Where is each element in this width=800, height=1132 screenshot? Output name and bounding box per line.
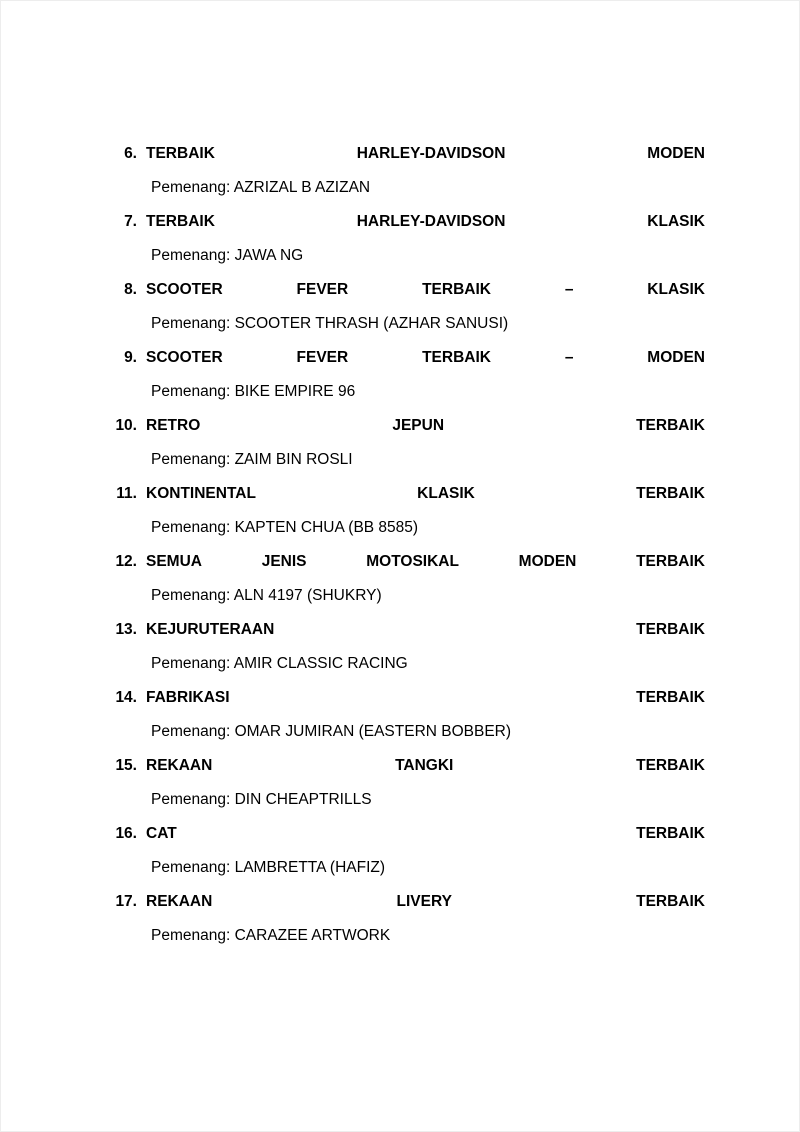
winner-prefix: Pemenang:	[151, 587, 231, 604]
award-title	[146, 613, 705, 647]
winner-name: AMIR CLASSIC RACING	[233, 655, 408, 672]
award-title-word: TERBAIK	[636, 417, 705, 434]
award-heading	[115, 681, 705, 715]
winner-prefix: Pemenang:	[151, 655, 231, 672]
award-title-word: TERBAIK	[636, 825, 705, 842]
item-number: 16.	[115, 825, 137, 842]
award-item	[115, 817, 705, 885]
item-number: 8.	[124, 281, 137, 298]
award-heading	[115, 137, 705, 171]
item-number: 11.	[116, 485, 137, 502]
award-title-word: –	[564, 349, 574, 366]
award-title	[146, 749, 705, 783]
winner-name: KAPTEN CHUA (BB 8585)	[234, 519, 419, 536]
award-title-word: –	[564, 281, 574, 298]
winner-line	[151, 511, 705, 545]
item-number: 14.	[115, 689, 137, 706]
winner-line	[151, 783, 705, 817]
award-title-word: TERBAIK	[636, 689, 705, 706]
award-title-word: REKAAN	[146, 757, 213, 774]
award-title-word: KONTINENTAL	[146, 485, 256, 502]
winner-line	[151, 851, 705, 885]
award-title-word: CAT	[146, 825, 177, 842]
winner-name: SCOOTER THRASH (AZHAR SANUSI)	[234, 315, 509, 332]
award-title-word: SCOOTER	[146, 281, 223, 298]
award-title-word: MODEN	[647, 349, 705, 366]
award-item	[115, 749, 705, 817]
award-title	[146, 545, 705, 579]
award-title-word: TANGKI	[395, 757, 454, 774]
award-heading	[115, 749, 705, 783]
item-number: 15.	[115, 757, 137, 774]
award-title-word: JENIS	[261, 553, 307, 570]
award-title-word: KEJURUTERAAN	[146, 621, 275, 638]
award-title-word: TERBAIK	[146, 213, 215, 230]
award-heading	[115, 205, 705, 239]
winner-prefix: Pemenang:	[151, 383, 231, 400]
winner-line	[151, 715, 705, 749]
award-title-word: LIVERY	[396, 893, 452, 910]
award-title-word: FABRIKASI	[146, 689, 230, 706]
item-number: 7.	[124, 213, 137, 230]
winner-name: BIKE EMPIRE 96	[234, 383, 356, 400]
winner-prefix: Pemenang:	[151, 723, 231, 740]
item-number: 9.	[124, 349, 137, 366]
award-title	[146, 817, 705, 851]
award-title	[146, 205, 705, 239]
award-title-word: SCOOTER	[146, 349, 223, 366]
award-title-word: MOTOSIKAL	[366, 553, 459, 570]
item-number: 17.	[115, 893, 137, 910]
award-title-word: MODEN	[647, 145, 705, 162]
winner-name: ZAIM BIN ROSLI	[234, 451, 353, 468]
winner-name: JAWA NG	[234, 247, 304, 264]
award-title-word: KLASIK	[417, 485, 475, 502]
award-title-word: REKAAN	[146, 893, 213, 910]
award-heading	[115, 817, 705, 851]
award-heading	[115, 273, 705, 307]
winner-name: DIN CHEAPTRILLS	[234, 791, 372, 808]
award-title-word: TERBAIK	[636, 553, 705, 570]
winner-line	[151, 443, 705, 477]
award-title-word: TERBAIK	[636, 621, 705, 638]
award-item	[115, 273, 705, 341]
winner-name: ALN 4197 (SHUKRY)	[233, 587, 382, 604]
award-item	[115, 137, 705, 205]
award-title-word: RETRO	[146, 417, 201, 434]
award-title-word: TERBAIK	[422, 281, 491, 298]
winner-line	[151, 239, 705, 273]
item-number: 10.	[115, 417, 137, 434]
item-number: 6.	[124, 145, 137, 162]
award-item	[115, 545, 705, 613]
award-title-word: SEMUA	[146, 553, 202, 570]
winner-line	[151, 919, 705, 953]
winner-prefix: Pemenang:	[151, 451, 231, 468]
award-title-word: TERBAIK	[636, 485, 705, 502]
winner-prefix: Pemenang:	[151, 247, 231, 264]
award-title	[146, 409, 705, 443]
award-item	[115, 205, 705, 273]
winner-prefix: Pemenang:	[151, 315, 231, 332]
award-title-word: TERBAIK	[636, 757, 705, 774]
winner-prefix: Pemenang:	[151, 927, 231, 944]
award-title-word: FEVER	[296, 281, 349, 298]
award-title	[146, 681, 705, 715]
award-title	[146, 137, 705, 171]
award-title-word: FEVER	[296, 349, 349, 366]
award-item	[115, 409, 705, 477]
award-title-word: TERBAIK	[146, 145, 215, 162]
award-title	[146, 341, 705, 375]
winner-name: CARAZEE ARTWORK	[234, 927, 391, 944]
award-item	[115, 885, 705, 953]
award-heading	[115, 545, 705, 579]
award-title-word: JEPUN	[392, 417, 445, 434]
winner-line	[151, 307, 705, 341]
winner-line	[151, 171, 705, 205]
winner-name: OMAR JUMIRAN (EASTERN BOBBER)	[234, 723, 512, 740]
winner-line	[151, 579, 705, 613]
award-item	[115, 341, 705, 409]
award-item	[115, 477, 705, 545]
award-heading	[115, 409, 705, 443]
award-item	[115, 681, 705, 749]
award-title-word: TERBAIK	[636, 893, 705, 910]
winner-line	[151, 647, 705, 681]
award-title	[146, 885, 705, 919]
award-heading	[115, 477, 705, 511]
winner-name: LAMBRETTA (HAFIZ)	[234, 859, 386, 876]
winner-prefix: Pemenang:	[151, 179, 231, 196]
award-title-word: MODEN	[518, 553, 577, 570]
winner-prefix: Pemenang:	[151, 519, 231, 536]
winner-prefix: Pemenang:	[151, 859, 231, 876]
award-item	[115, 613, 705, 681]
award-list	[115, 137, 705, 953]
winner-line	[151, 375, 705, 409]
award-title-word: TERBAIK	[422, 349, 491, 366]
award-title	[146, 273, 705, 307]
item-number: 12.	[115, 553, 137, 570]
award-title-word: KLASIK	[647, 281, 705, 298]
award-title	[146, 477, 705, 511]
award-heading	[115, 613, 705, 647]
award-title-word: HARLEY-DAVIDSON	[356, 145, 506, 162]
item-number: 13.	[115, 621, 137, 638]
winner-prefix: Pemenang:	[151, 791, 231, 808]
award-title-word: KLASIK	[647, 213, 705, 230]
award-title-word: HARLEY-DAVIDSON	[356, 213, 506, 230]
award-heading	[115, 341, 705, 375]
winner-name: AZRIZAL B AZIZAN	[233, 179, 371, 196]
award-heading	[115, 885, 705, 919]
